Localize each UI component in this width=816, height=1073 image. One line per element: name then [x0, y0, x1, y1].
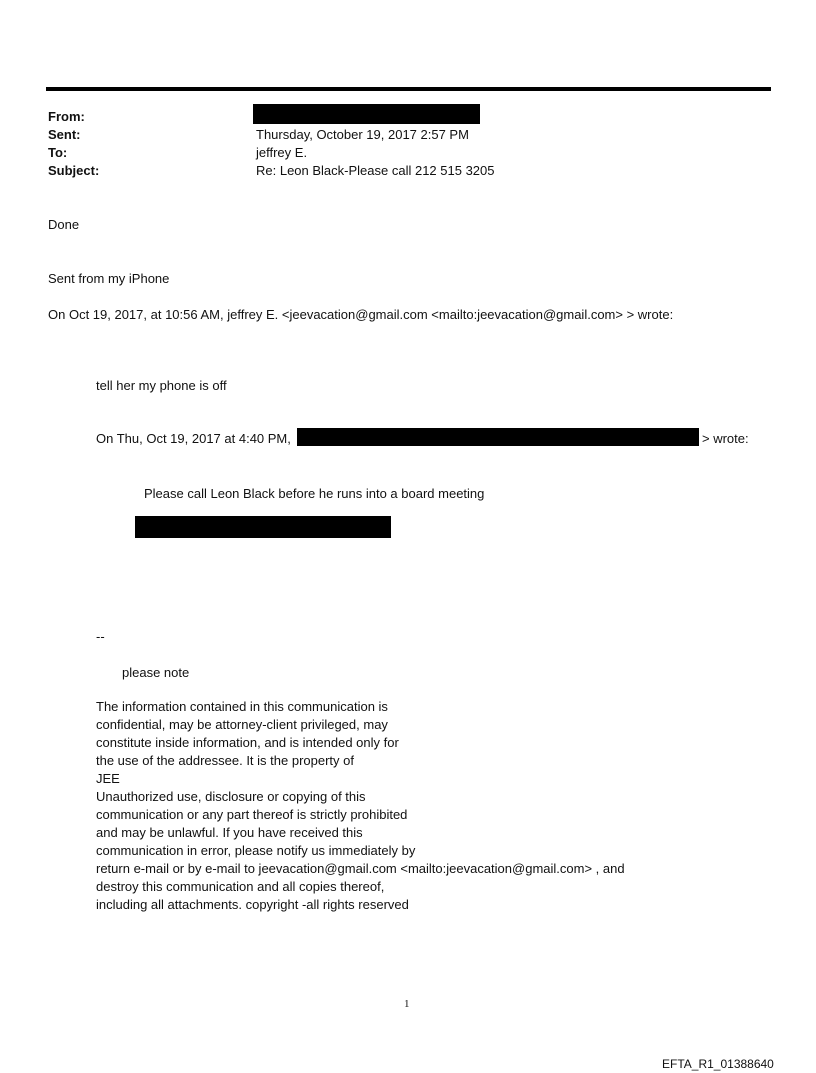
- sig-separator: --: [96, 629, 105, 644]
- subject-label: Subject:: [48, 163, 100, 178]
- to-value: jeffrey E.: [256, 145, 308, 160]
- disclaimer-line: The information contained in this communication is: [96, 699, 388, 714]
- disclaimer-line: communication in error, please notify us immediately by: [96, 843, 416, 858]
- signature-redaction: [135, 516, 391, 538]
- disclaimer-line: Unauthorized use, disclosure or copying of this: [96, 789, 366, 804]
- header-rule: [46, 87, 771, 91]
- reply-text: Done: [48, 217, 80, 232]
- quote2-text: Please call Leon Black before he runs into a board meeting: [144, 486, 485, 501]
- quote2-header-prefix: On Thu, Oct 19, 2017 at 4:40 PM,: [96, 431, 291, 446]
- document-id: EFTA_R1_01388640: [662, 1057, 774, 1071]
- disclaimer-line: constitute inside information, and is intended only for: [96, 735, 399, 750]
- sent-label: Sent:: [48, 127, 81, 142]
- to-label: To:: [48, 145, 68, 160]
- sent-value: Thursday, October 19, 2017 2:57 PM: [256, 127, 469, 142]
- disclaimer-line: return e-mail or by e-mail to jeevacation@gmail.com <mailto:jeevacation@gmail.com> , and: [96, 861, 625, 876]
- disclaimer-line: and may be unlawful. If you have received this: [96, 825, 363, 840]
- signature: Sent from my iPhone: [48, 271, 170, 286]
- disclaimer-line: destroy this communication and all copies thereof,: [96, 879, 385, 894]
- disclaimer-line: including all attachments. copyright -all rights reserved: [96, 897, 409, 912]
- subject-value: Re: Leon Black-Please call 212 515 3205: [256, 163, 495, 178]
- from-redaction: [253, 104, 480, 124]
- disclaimer-line: JEE: [96, 771, 120, 786]
- please-note: please note: [122, 665, 190, 680]
- quote2-header-suffix: > wrote:: [702, 431, 749, 446]
- disclaimer-line: communication or any part thereof is strictly prohibited: [96, 807, 408, 822]
- from-label: From:: [48, 109, 85, 124]
- disclaimer-line: confidential, may be attorney-client privileged, may: [96, 717, 388, 732]
- quote1-text: tell her my phone is off: [96, 378, 227, 393]
- page-number: 1: [404, 998, 410, 1010]
- sender-redaction: [297, 428, 699, 446]
- quote1-header: On Oct 19, 2017, at 10:56 AM, jeffrey E. <jeevacation@gmail.com <mailto:jeevacation@gmail.com> > wrote:: [48, 307, 674, 322]
- disclaimer-line: the use of the addressee. It is the property of: [96, 753, 354, 768]
- disclaimer: [96, 698, 696, 914]
